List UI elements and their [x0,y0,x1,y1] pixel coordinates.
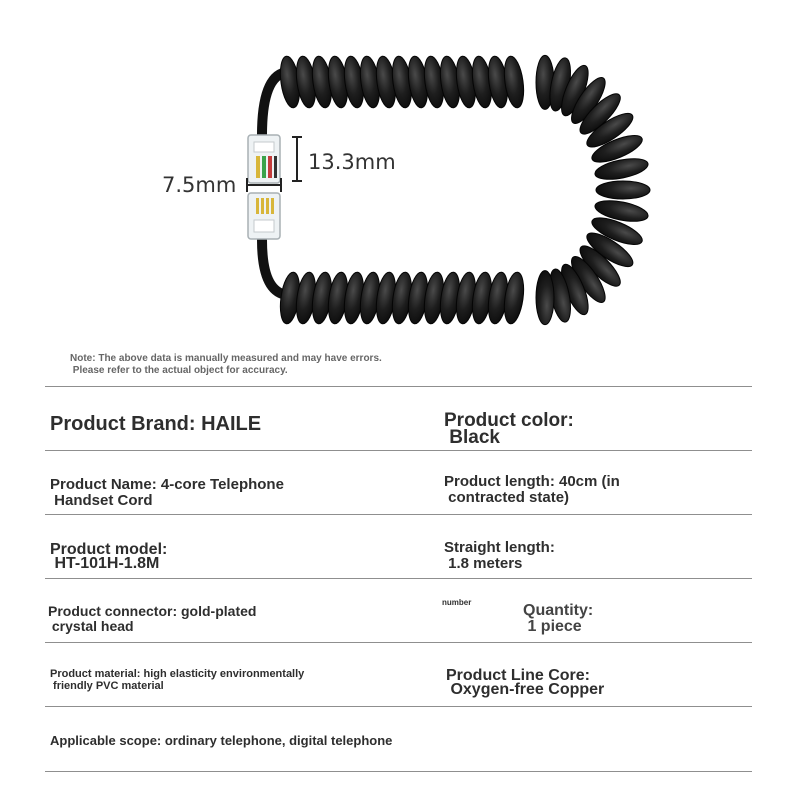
spec-straight-value: 1.8 meters [444,555,523,572]
width-dimension-label: 7.5mm [162,173,237,197]
spec-name-line-1: Product Name: 4-core Telephone [50,476,284,493]
spec-core-value: Oxygen-free Copper [446,681,605,698]
cord-coils [277,55,650,325]
spec-length-line-1: Product length: 40cm (in [444,473,620,490]
spec-model-value: HT-101H-1.8M [50,555,160,572]
note-line-1: Note: The above data is manually measured and may have errors. [70,353,382,364]
coiled-cord-illustration [0,0,800,345]
spec-quantity-value: 1 piece [523,618,582,635]
note-line-2: Please refer to the actual object for accuracy. [70,365,288,376]
spec-connector-line-1: Product connector: gold-plated [48,603,257,619]
spec-material-line-1: Product material: high elasticity environmentally [50,668,305,680]
connector-bottom [248,193,280,239]
spec-name-line-2: Handset Cord [50,492,153,509]
divider [45,706,752,707]
spec-brand: Product Brand: HAILE [50,413,262,435]
spec-color-value: Black [444,427,500,448]
divider [45,642,752,643]
coil-segment [596,181,650,199]
spec-length-line-2: contracted state) [444,489,570,506]
divider [45,450,752,451]
height-dimension-mark [292,137,302,181]
spec-material-line-2: friendly PVC material [50,680,164,692]
measurement-note [70,353,382,377]
height-dimension-label: 13.3mm [308,150,396,174]
divider [45,578,752,579]
connector-top [248,135,280,183]
spec-scope: Applicable scope: ordinary telephone, digital telephone [50,733,393,748]
spec-core-label: Product Line Core: [446,667,591,684]
divider [45,771,752,772]
coil-segment [536,271,554,325]
spec-number-tag: number [442,598,472,607]
divider [45,386,752,387]
spec-model-label: Product model: [50,541,168,558]
divider [45,514,752,515]
spec-color-label: Product color: [444,410,574,431]
spec-connector-line-2: crystal head [48,618,134,634]
spec-straight-label: Straight length: [444,539,555,556]
spec-quantity-label: Quantity: [523,602,594,619]
